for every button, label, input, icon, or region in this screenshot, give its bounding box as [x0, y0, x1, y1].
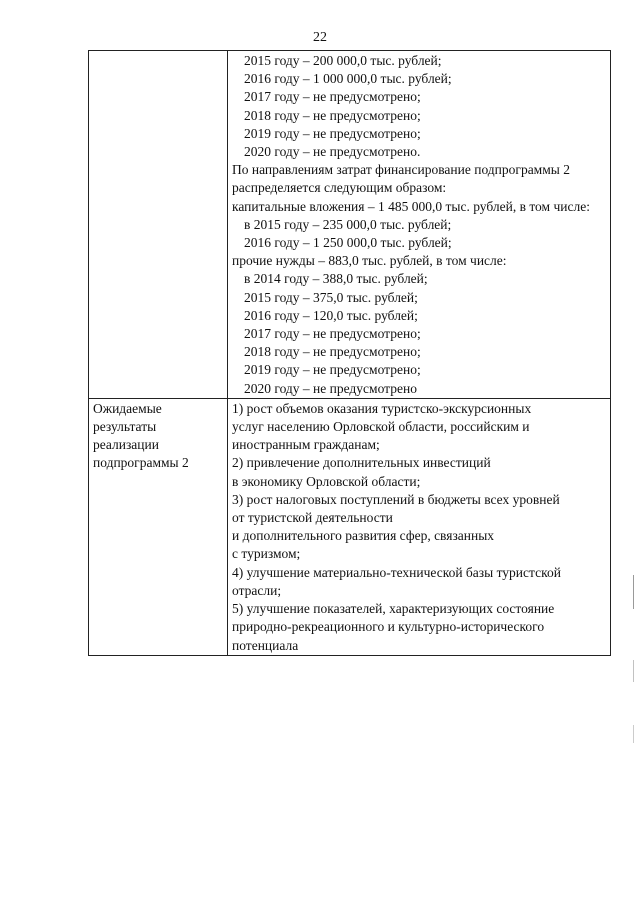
expected-results-content-cell: [228, 398, 611, 655]
other-year-line: 2020 году – не предусмотрено: [244, 380, 417, 396]
expected-results-label-line: Ожидаемые: [93, 400, 162, 416]
year-line: 2020 году – не предусмотрено.: [244, 144, 421, 160]
funding-row-label-cell: [89, 51, 228, 399]
year-line: 2017 году – не предусмотрено;: [244, 89, 421, 105]
funding-row: [89, 51, 611, 399]
result-line: от туристской деятельности: [232, 510, 393, 526]
year-line: 2018 году – не предусмотрено;: [244, 107, 421, 123]
expected-results-label-line: подпрограммы 2: [93, 455, 189, 471]
result-line: отрасли;: [232, 582, 282, 598]
other-year-line: 2018 году – не предусмотрено;: [244, 344, 421, 360]
other-year-line: 2015 году – 375,0 тыс. рублей;: [244, 289, 418, 305]
other-year-line: 2019 году – не предусмотрено;: [244, 362, 421, 378]
expected-results-row: [89, 398, 611, 655]
expected-results-label-cell: [89, 398, 228, 655]
result-line: 1) рост объемов оказания туристско-экскурсионных: [232, 400, 532, 416]
other-needs-paragraph: прочие нужды – 883,0 тыс. рублей, в том числе:: [232, 253, 507, 269]
passport-table: [88, 50, 611, 656]
capital-year-line: в 2015 году – 235 000,0 тыс. рублей;: [244, 216, 452, 232]
other-year-line: 2017 году – не предусмотрено;: [244, 326, 421, 342]
funding-row-content-cell: [228, 51, 611, 399]
scan-margin-mark: [633, 575, 634, 609]
result-line: 4) улучшение материально-технической базы туристской: [232, 564, 561, 580]
expected-results-label-line: реализации: [93, 437, 159, 453]
capital-year-line: 2016 году – 1 250 000,0 тыс. рублей;: [244, 235, 452, 251]
other-year-line: 2016 году – 120,0 тыс. рублей;: [244, 307, 418, 323]
result-line: природно-рекреационного и культурно-исторического: [232, 619, 545, 635]
directions-paragraph: По направлениям затрат финансирование подпрограммы 2 распределяется следующим образом:: [232, 162, 570, 196]
result-line: услуг населению Орловской области, российским и: [232, 419, 530, 435]
result-line: 2) привлечение дополнительных инвестиций: [232, 455, 491, 471]
result-line: потенциала: [232, 637, 299, 653]
expected-results-label-line: результаты: [93, 419, 157, 435]
year-line: 2015 году – 200 000,0 тыс. рублей;: [244, 53, 442, 68]
year-line: 2019 году – не предусмотрено;: [244, 125, 421, 141]
other-year-line: в 2014 году – 388,0 тыс. рублей;: [244, 271, 428, 287]
result-line: 5) улучшение показателей, характеризующих состояние: [232, 601, 555, 617]
scan-margin-mark: [633, 725, 634, 743]
result-line: в экономику Орловской области;: [232, 473, 421, 489]
result-line: с туризмом;: [232, 546, 301, 562]
result-line: иностранным гражданам;: [232, 437, 380, 453]
result-line: 3) рост налоговых поступлений в бюджеты всех уровней: [232, 491, 560, 507]
page-number: 22: [313, 30, 327, 45]
year-line: 2016 году – 1 000 000,0 тыс. рублей;: [244, 71, 452, 87]
scan-margin-mark: [633, 660, 634, 682]
result-line: и дополнительного развития сфер, связанных: [232, 528, 495, 544]
capital-investment-paragraph: капитальные вложения – 1 485 000,0 тыс. рублей, в том числе:: [232, 198, 590, 214]
